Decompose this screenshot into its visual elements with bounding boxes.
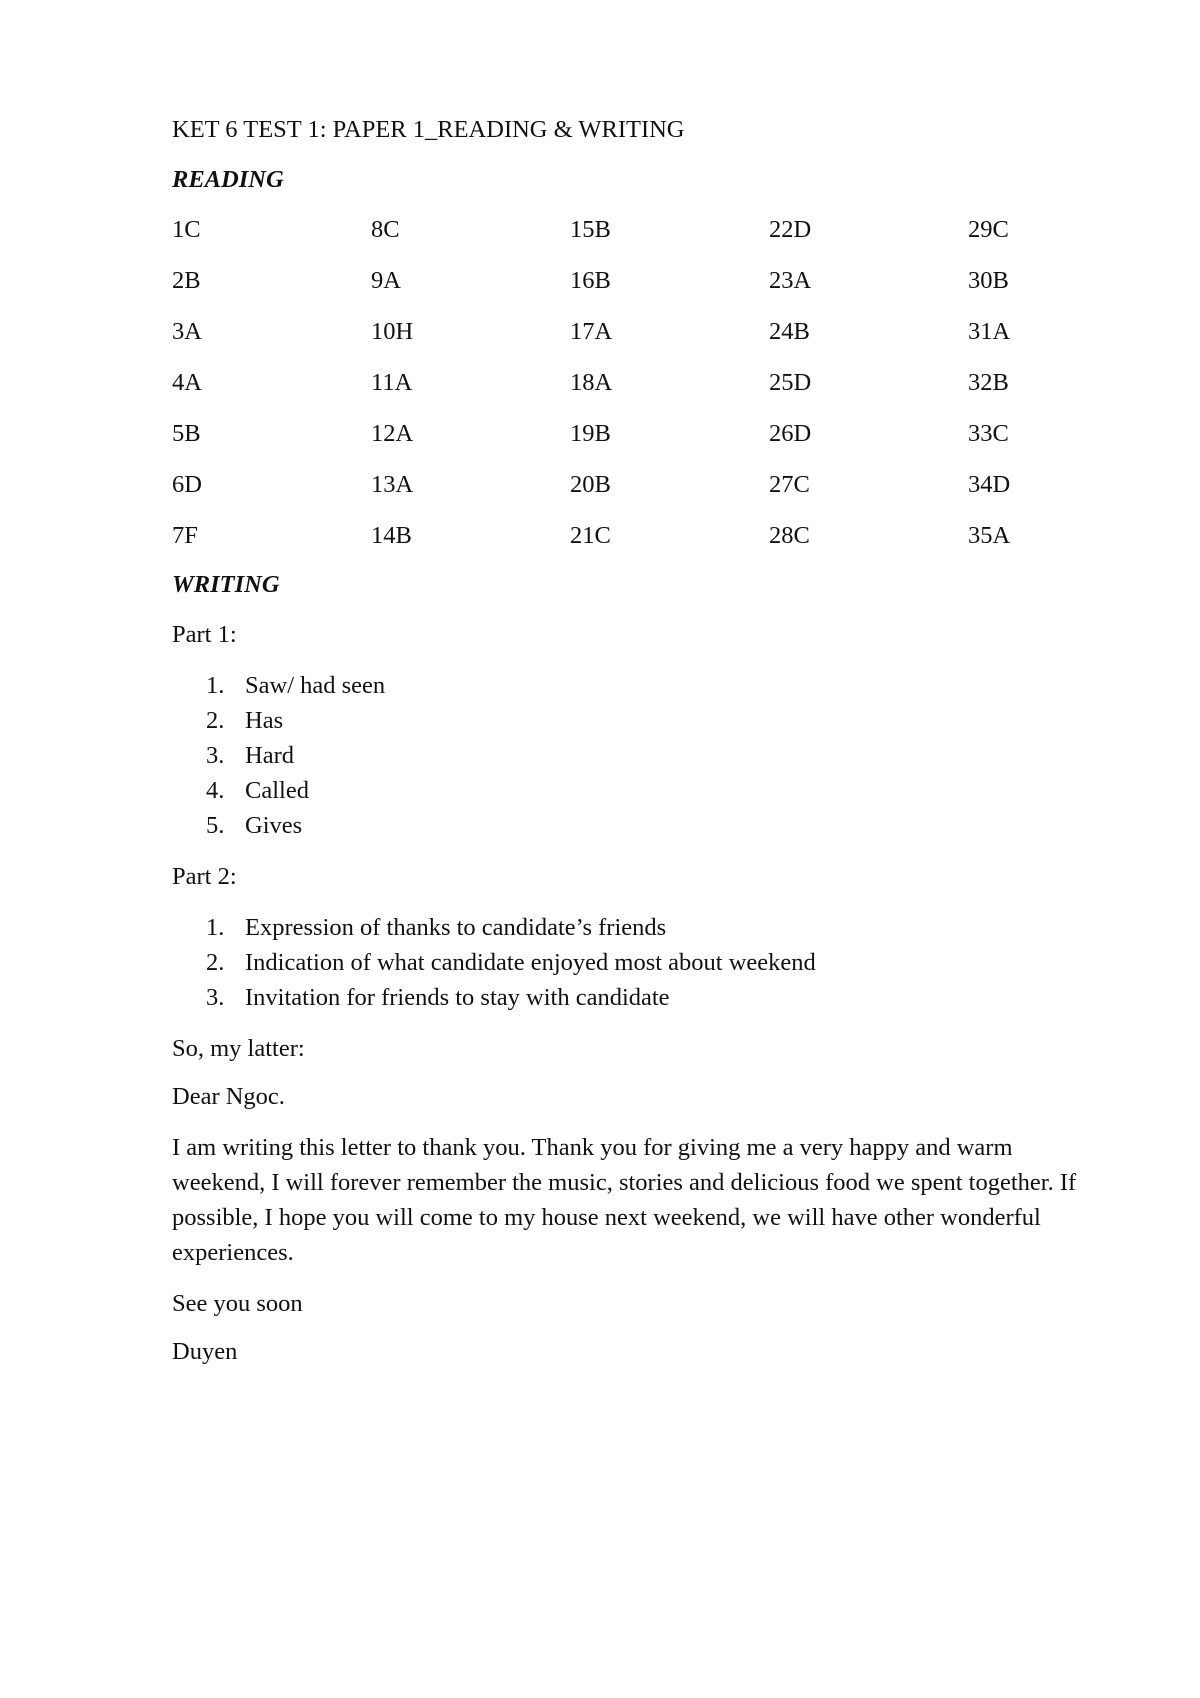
list-item-text: Saw/ had seen xyxy=(245,672,386,699)
answer-cell: 35A xyxy=(968,522,1011,549)
answer-cell: 29C xyxy=(968,216,1009,243)
list-item-text: Gives xyxy=(245,812,303,839)
list-item-number: 5. xyxy=(206,812,225,839)
list-item xyxy=(172,703,1092,738)
answer-cell: 10H xyxy=(371,318,414,345)
list-item-text: Invitation for friends to stay with candidate xyxy=(245,984,670,1011)
answer-cell: 16B xyxy=(570,267,611,294)
answer-cell: 22D xyxy=(769,216,812,243)
writing-heading: WRITING xyxy=(172,571,280,598)
answer-cell: 11A xyxy=(371,369,413,396)
answer-cell: 20B xyxy=(570,471,611,498)
list-item xyxy=(172,773,1092,808)
reading-answer-grid xyxy=(172,215,1092,551)
list-item-number: 2. xyxy=(206,707,225,734)
list-item xyxy=(172,808,1092,843)
answer-cell: 2B xyxy=(172,267,201,294)
list-item-number: 2. xyxy=(206,949,225,976)
reading-heading: READING xyxy=(172,166,284,193)
answer-cell: 13A xyxy=(371,471,414,498)
letter-intro: So, my latter: xyxy=(172,1035,305,1062)
answer-cell: 34D xyxy=(968,471,1011,498)
list-item-number: 3. xyxy=(206,742,225,769)
answer-cell: 5B xyxy=(172,420,201,447)
list-item xyxy=(172,945,1092,980)
answer-cell: 19B xyxy=(570,420,611,447)
part-2-label: Part 2: xyxy=(172,863,237,890)
part-1-answer-list xyxy=(172,668,1092,843)
answer-cell: 25D xyxy=(769,369,812,396)
answer-cell: 18A xyxy=(570,369,613,396)
answer-cell: 30B xyxy=(968,267,1009,294)
list-item-number: 3. xyxy=(206,984,225,1011)
list-item-text: Expression of thanks to candidate’s friends xyxy=(245,914,667,941)
answer-cell: 12A xyxy=(371,420,414,447)
part-2-answer-list xyxy=(172,910,1092,1015)
answer-cell: 15B xyxy=(570,216,611,243)
list-item-text: Hard xyxy=(245,742,294,769)
answer-cell: 28C xyxy=(769,522,810,549)
answer-cell: 17A xyxy=(570,318,613,345)
answer-cell: 14B xyxy=(371,522,412,549)
letter-signature: Duyen xyxy=(172,1338,238,1365)
list-item xyxy=(172,980,1092,1015)
answer-cell: 9A xyxy=(371,267,401,294)
list-item-text: Indication of what candidate enjoyed most about weekend xyxy=(245,949,816,976)
answer-cell: 6D xyxy=(172,471,202,498)
list-item-number: 1. xyxy=(206,914,225,941)
list-item-number: 1. xyxy=(206,672,225,699)
answer-cell: 3A xyxy=(172,318,202,345)
answer-cell: 33C xyxy=(968,420,1009,447)
part-1-label: Part 1: xyxy=(172,621,237,648)
answer-cell: 26D xyxy=(769,420,812,447)
answer-cell: 8C xyxy=(371,216,400,243)
list-item-text: Has xyxy=(245,707,284,734)
answer-cell: 32B xyxy=(968,369,1009,396)
answer-cell: 31A xyxy=(968,318,1011,345)
answer-cell: 1C xyxy=(172,216,201,243)
document-title: KET 6 TEST 1: PAPER 1_READING & WRITING xyxy=(172,116,685,143)
document-page xyxy=(172,115,1092,1367)
answer-cell: 24B xyxy=(769,318,810,345)
answer-cell: 7F xyxy=(172,522,198,549)
answer-cell: 27C xyxy=(769,471,810,498)
list-item xyxy=(172,910,1092,945)
list-item-number: 4. xyxy=(206,777,225,804)
answer-cell: 4A xyxy=(172,369,202,396)
list-item-text: Called xyxy=(245,777,309,804)
letter-greeting: Dear Ngoc. xyxy=(172,1083,285,1110)
answer-cell: 23A xyxy=(769,267,812,294)
list-item xyxy=(172,738,1092,773)
letter-body: I am writing this letter to thank you. Thank you for giving me a very happy and warm weekend, I will forever remember the music, stories and delicious food we spent together. If possible, I hope you will come to my house next weekend, we will have other wonderful experiences. xyxy=(172,1134,1077,1266)
list-item xyxy=(172,668,1092,703)
letter-closing: See you soon xyxy=(172,1290,303,1317)
answer-cell: 21C xyxy=(570,522,611,549)
